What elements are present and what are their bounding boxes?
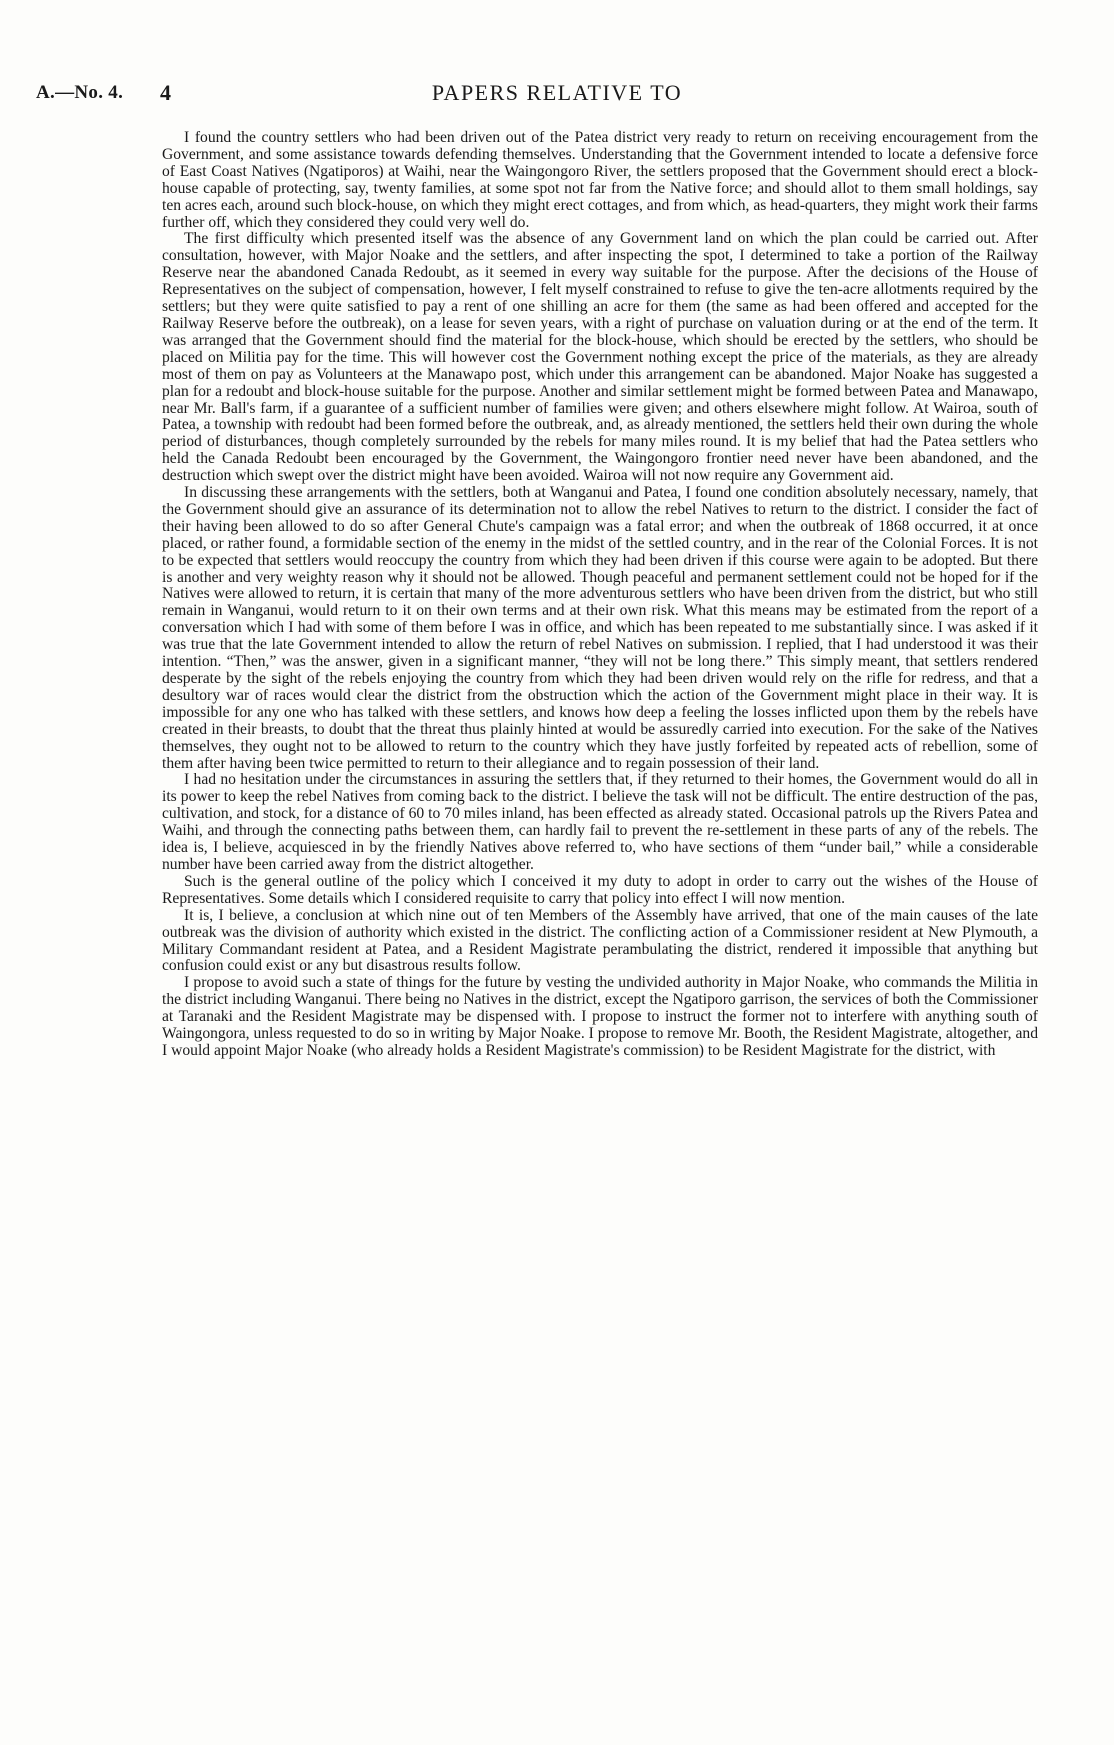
paragraph: Such is the general outline of the policy which I conceived it my duty to adopt in order to carry out the wishes of the House of Representatives. Some details which I considered requisite to carry that policy into effect I will now mention. [162, 872, 1038, 907]
document-reference: A.—No. 4. [36, 82, 124, 103]
body-text [162, 130, 1038, 1060]
page-number: 4 [160, 80, 171, 105]
paragraph: The first difficulty which presented itself was the absence of any Government land on which the plan could be carried out. After consultation, however, with Major Noake and the settlers, and after inspecting the spot, I determined to take a portion of the Railway Reserve near the abandoned Canada Redoubt, as it seemed in every way suitable for the purpose. After the decisions of the House of Representatives on the subject of compensation, however, I felt myself constrained to refuse to give the ten-acre allotments required by the settlers; but they were quite satisfied to pay a rent of one shilling an acre for them (the same as had been offered and accepted for the Railway Reserve before the outbreak), on a lease for seven years, with a right of purchase on valuation during or at the end of the term. It was arranged that the Government should find the material for the block-house, which should be erected by the settlers, who should be placed on Militia pay for the time. This will however cost the Government nothing except the price of the materials, as they are already most of them on pay as Volunteers at the Manawapo post, which under this arrangement can be abandoned. Major Noake has suggested a plan for a redoubt and block-house suitable for the purpose. Another and similar settlement might be formed between Patea and Manawapo, near Mr. Ball's farm, if a guarantee of a sufficient number of families were given; and others elsewhere might follow. At Wairoa, south of Patea, a township with redoubt had been formed before the outbreak, and, as already mentioned, the settlers held their own during the whole period of disturbances, though completely surrounded by the rebels for many miles round. It is my belief that had the Patea settlers who held the Canada Redoubt been encouraged by the Government, the Waingongoro frontier need never have been abandoned, and the destruction which swept over the district might have been avoided. Wairoa will not now require any Government aid. [162, 230, 1038, 485]
paragraph: It is, I believe, a conclusion at which nine out of ten Members of the Assembly have arrived, that one of the main causes of the late outbreak was the division of authority which existed in the district. The conflicting action of a Commissioner resident at New Plymouth, a Military Commandant resident at Patea, and a Resident Magistrate perambulating the district, rendered it impossible that anything but confusion could exist or any but disastrous results follow. [162, 906, 1038, 975]
running-title: PAPERS RELATIVE TO [431, 80, 683, 105]
paragraph: I found the country settlers who had been driven out of the Patea district very ready to return on receiving encouragement from the Government, and some assistance towards defending themselves. Understanding that the Government intended to locate a defensive force of East Coast Natives (Ngatiporos) at Waihi, near the Waingongoro River, the settlers proposed that the Government should erect a block-house capable of protecting, say, twenty families, at some spot not far from the Native force; and should allot to them small holdings, say ten acres each, around such block-house, on which they might erect cottages, and from which, as head-quarters, they might work their farms further off, which they considered they could very well do. [162, 129, 1038, 231]
paragraph: I had no hesitation under the circumstances in assuring the settlers that, if they returned to their homes, the Government would do all in its power to keep the rebel Natives from coming back to the district. I believe the task will not be difficult. The entire destruction of the pas, cultivation, and stock, for a distance of 60 to 70 miles inland, has been effected as already stated. Occasional patrols up the Rivers Patea and Waihi, and through the connecting paths between them, can hardly fail to prevent the re-settlement in these parts of any of the rebels. The idea is, I believe, acquiesced in by the friendly Natives above referred to, who have sections of them “under bail,” while a considerable number have been carried away from the district altogether. [162, 771, 1038, 873]
paragraph: I propose to avoid such a state of things for the future by vesting the undivided authority in Major Noake, who commands the Militia in the district including Wanganui. There being no Natives in the district, except the Ngatiporo garrison, the services of both the Commissioner at Taranaki and the Resident Magistrate may be dispensed with. I propose to instruct the former not to interfere with anything south of Waingongora, unless requested to do so in writing by Major Noake. I propose to remove Mr. Booth, the Resident Magistrate, altogether, and I would appoint Major Noake (who already holds a Resident Magistrate's commission) to be Resident Magistrate for the district, with [162, 974, 1038, 1059]
page-header [36, 80, 1078, 110]
paragraph: In discussing these arrangements with the settlers, both at Wanganui and Patea, I found one condition absolutely necessary, namely, that the Government should give an assurance of its determination not to allow the rebel Natives to return to the district. I consider the fact of their having been allowed to do so after General Chute's campaign was a fatal error; and when the outbreak of 1868 occurred, it at once placed, or rather found, a formidable section of the enemy in the midst of the settled country, and in the rear of the Colonial Forces. It is not to be expected that settlers would reoccupy the country from which they had been driven if this course were again to be adopted. But there is another and very weighty reason why it should not be allowed. Though peaceful and permanent settlement could not be hoped for if the Natives were allowed to return, it is certain that many of the more adventurous settlers who have been driven from the district, but who still remain in Wanganui, would return to it on their own terms and at their own risk. What this means may be estimated from the report of a conversation which I had with some of them before I was in office, and which has been repeated to me substantially since. I was asked if it was true that the late Government intended to allow the return of rebel Natives on submission. I replied, that I had understood it was their intention. “Then,” was the answer, given in a significant manner, “they will not be long there.” This simply meant, that settlers rendered desperate by the sight of the rebels enjoying the country from which they had been driven would rely on the rifle for redress, and that a desultory war of races would clear the district from the obstruction which the action of the Government might place in their way. It is impossible for any one who has talked with these settlers, and knows how deep a feeling the losses inflicted upon them by the rebels have created in their breasts, to doubt that the threat thus plainly hinted at would be assuredly carried into execution. For the sake of the Natives themselves, they ought not to be allowed to return to the country which they have justly forfeited by repeated acts of rebellion, some of them after having been twice permitted to return to their allegiance and to regain possession of their land. [162, 484, 1038, 772]
